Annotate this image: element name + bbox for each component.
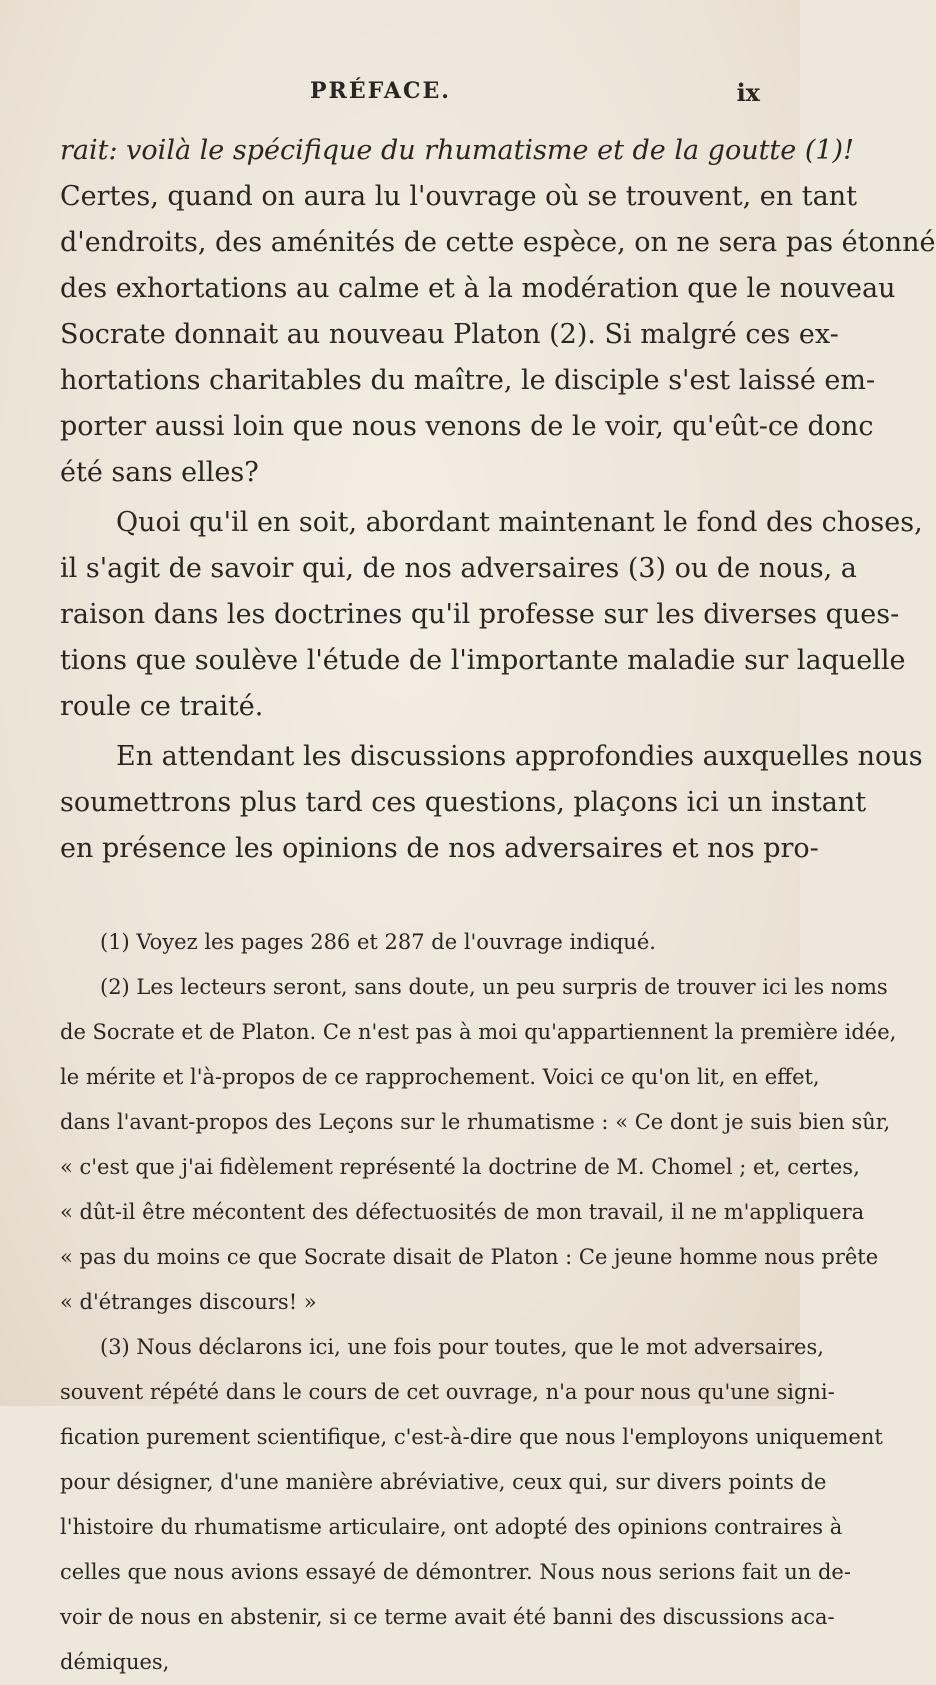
main-text — [60, 128, 936, 872]
text-line: en présence les opinions de nos adversaires et nos pro- — [60, 833, 819, 864]
footnotes — [60, 920, 897, 1685]
footnote-line: celles que nous avions essayé de démontrer. Nous nous serions fait un de- — [60, 1560, 851, 1584]
text-line: soumettrons plus tard ces questions, plaçons ici un instant — [60, 787, 867, 818]
footnote-line: pour désigner, d'une manière abréviative, ceux qui, sur divers points de — [60, 1470, 827, 1494]
text-line: il s'agit de savoir qui, de nos adversaires (3) ou de nous, a — [60, 553, 857, 584]
running-title: PRÉFACE. — [310, 78, 451, 104]
text-line: d'endroits, des aménités de cette espèce, on ne sera pas étonné — [60, 227, 936, 258]
text-line: rait: voilà le spécifique du rhumatisme et de la goutte (1)! — [60, 135, 854, 166]
footnote-line: le mérite et l'à-propos de ce rapprochement. Voici ce qu'on lit, en effet, — [60, 1065, 820, 1089]
text-line: hortations charitables du maître, le disciple s'est laissé em- — [60, 365, 876, 396]
footnote-line: voir de nous en abstenir, si ce terme avait été banni des discussions aca- — [60, 1605, 835, 1629]
page-header — [60, 78, 760, 118]
text-line: En attendant les discussions approfondies auxquelles nous — [116, 741, 923, 772]
text-line: roule ce traité. — [60, 691, 264, 722]
footnote-line: (1) Voyez les pages 286 et 287 de l'ouvrage indiqué. — [100, 930, 656, 954]
text-line: Quoi qu'il en soit, abordant maintenant le fond des choses, — [116, 507, 923, 538]
footnote-line: « dût-il être mécontent des défectuosités de mon travail, il ne m'appliquera — [60, 1200, 865, 1224]
page-number: ix — [736, 78, 760, 107]
footnote-line: démiques, — [60, 1650, 170, 1674]
text-line: Certes, quand on aura lu l'ouvrage où se trouvent, en tant — [60, 181, 857, 212]
text-line: Socrate donnait au nouveau Platon (2). Si malgré ces ex- — [60, 319, 839, 350]
footnote-line: « pas du moins ce que Socrate disait de Platon : Ce jeune homme nous prête — [60, 1245, 879, 1269]
footnote-line: (2) Les lecteurs seront, sans doute, un peu surpris de trouver ici les noms — [100, 975, 888, 999]
footnote-line: dans l'avant-propos des Leçons sur le rhumatisme : « Ce dont je suis bien sûr, — [60, 1110, 891, 1134]
footnote-line: l'histoire du rhumatisme articulaire, ont adopté des opinions contraires à — [60, 1515, 843, 1539]
text-line: été sans elles? — [60, 457, 259, 488]
footnote-line: fication purement scientifique, c'est-à-dire que nous l'employons uniquement — [60, 1425, 883, 1449]
footnote-line: souvent répété dans le cours de cet ouvrage, n'a pour nous qu'une signi- — [60, 1380, 835, 1404]
footnote-line: (3) Nous déclarons ici, une fois pour toutes, que le mot adversaires, — [100, 1335, 824, 1359]
text-line: porter aussi loin que nous venons de le voir, qu'eût-ce donc — [60, 411, 874, 442]
text-line: tions que soulève l'étude de l'importante maladie sur laquelle — [60, 645, 906, 676]
text-line: des exhortations au calme et à la modération que le nouveau — [60, 273, 896, 304]
footnote-line: « c'est que j'ai fidèlement représenté la doctrine de M. Chomel ; et, certes, — [60, 1155, 860, 1179]
footnote-line: de Socrate et de Platon. Ce n'est pas à moi qu'appartiennent la première idée, — [60, 1020, 897, 1044]
text-line: raison dans les doctrines qu'il professe sur les diverses ques- — [60, 599, 900, 630]
footnote-line: « d'étranges discours! » — [60, 1290, 317, 1314]
